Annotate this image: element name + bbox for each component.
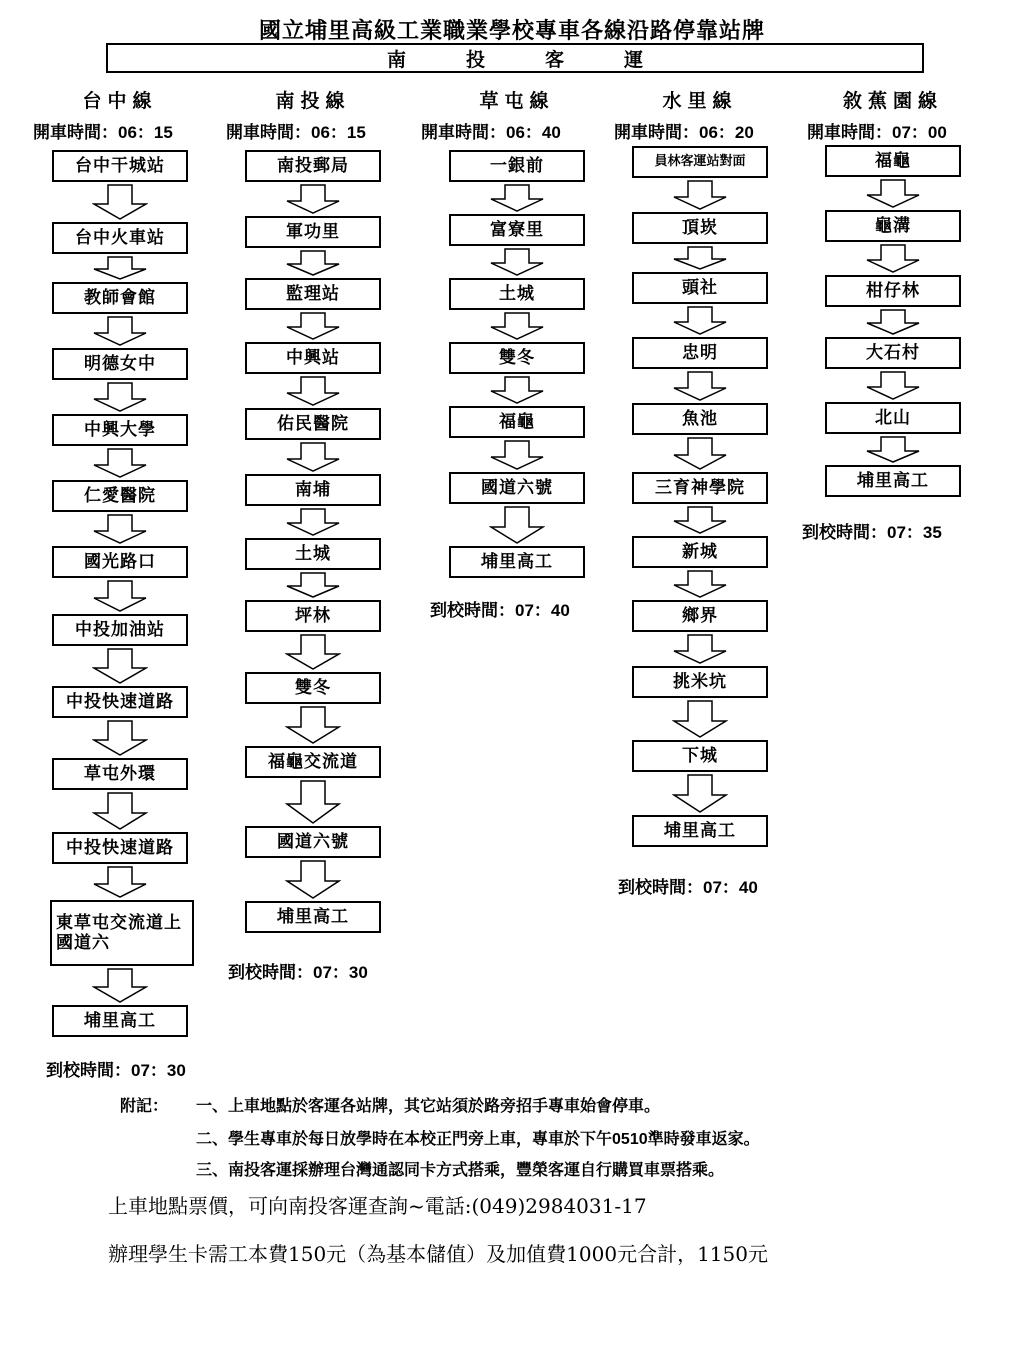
route-5-arrow-1 <box>865 179 921 208</box>
note-2-text: 二、學生專車於每日放學時在本校正門旁上車，專車於下午 <box>196 1129 613 1148</box>
route-4-stop-11: 埔里高工 <box>632 815 768 847</box>
route-3-arrow-3 <box>489 312 545 340</box>
route-3-stop-4: 雙冬 <box>449 342 585 374</box>
route-1-arrow-9 <box>92 720 148 756</box>
route-4-stop-5: 魚池 <box>632 403 768 435</box>
route-4-arrow-2 <box>672 246 728 270</box>
route-3-stop-5: 福龜 <box>449 406 585 438</box>
route-4-stop-3: 頭社 <box>632 272 768 304</box>
route-1-stop-5: 中興大學 <box>52 414 188 446</box>
route-4-depart <box>614 118 754 143</box>
route-3-name: 草屯線 <box>479 90 555 112</box>
route-3-arrow-2 <box>489 248 545 276</box>
route-2-arrive-label: 到校時間： <box>228 963 313 983</box>
route-4-arrow-7 <box>672 570 728 598</box>
route-5-arrow-2 <box>865 244 921 273</box>
route-5-stop-3: 柑仔林 <box>825 275 961 307</box>
route-2-stop-8: 坪林 <box>245 600 381 632</box>
route-1-stop-9: 中投快速道路 <box>52 686 188 718</box>
route-4-arrow-9 <box>672 700 728 738</box>
ticket-info: 上車地點票價，可向南投客運查詢~電話:(049)2984031-17 <box>108 1194 647 1218</box>
route-4-arrow-3 <box>672 306 728 335</box>
route-4-depart-label: 開車時間： <box>614 123 699 143</box>
route-4-stop-6: 三育神學院 <box>632 472 768 504</box>
route-2-stop-11: 國道六號 <box>245 826 381 858</box>
route-5-name: 敘蕉園線 <box>842 90 943 112</box>
route-1-arrow-7 <box>92 580 148 612</box>
route-2-stop-3: 監理站 <box>245 278 381 310</box>
route-1-stop-2: 台中火車站 <box>52 222 188 254</box>
route-5-depart <box>807 118 947 143</box>
route-2-stop-4: 中興站 <box>245 342 381 374</box>
route-2-arrow-8 <box>285 634 341 670</box>
route-3-depart-label: 開車時間： <box>421 123 506 143</box>
route-1-stop-12: 東草屯交流道上國道六 <box>50 900 194 966</box>
route-1-arrow-10 <box>92 792 148 830</box>
route-3-arrow-5 <box>489 440 545 470</box>
route-5-stop-2: 龜溝 <box>825 210 961 242</box>
notes-label: 附記： <box>120 1096 169 1115</box>
route-1-arrow-8 <box>92 648 148 684</box>
route-4-arrive <box>618 873 758 898</box>
route-3-stop-6: 國道六號 <box>449 472 585 504</box>
route-2-stop-9: 雙冬 <box>245 672 381 704</box>
route-4-arrive-time: 07：40 <box>703 878 758 897</box>
route-1-stop-10: 草屯外環 <box>52 758 188 790</box>
company-banner <box>106 43 924 73</box>
route-1-stop-11: 中投快速道路 <box>52 832 188 864</box>
route-1-stop-7: 國光路口 <box>52 546 188 578</box>
note-2-text-end: 準時發車返家。 <box>647 1129 760 1148</box>
route-5-arrow-3 <box>865 309 921 335</box>
route-1-stop-3: 教師會館 <box>52 282 188 314</box>
route-1-depart-label: 開車時間： <box>33 123 118 143</box>
note-1: 一、上車地點於客運各站牌，其它站須於路旁招手專車始會停車。 <box>196 1096 661 1115</box>
route-3-arrow-6 <box>489 506 545 544</box>
route-5-depart-label: 開車時間： <box>807 123 892 143</box>
note-2 <box>196 1126 760 1149</box>
route-1-arrive-time: 07：30 <box>131 1061 186 1080</box>
route-1-arrow-4 <box>92 382 148 412</box>
route-4-stop-7: 新城 <box>632 536 768 568</box>
route-4-arrow-10 <box>672 774 728 813</box>
route-4-arrive-label: 到校時間： <box>618 878 703 898</box>
route-2-arrow-7 <box>285 572 341 598</box>
route-4-stop-4: 忠明 <box>632 337 768 369</box>
route-4-stop-8: 鄉界 <box>632 600 768 632</box>
route-1-arrow-1 <box>92 184 148 220</box>
route-3-stop-2: 富寮里 <box>449 214 585 246</box>
route-4-stop-2: 頂崁 <box>632 212 768 244</box>
route-1-depart <box>33 118 173 143</box>
route-2-arrow-9 <box>285 706 341 744</box>
route-1-arrow-12 <box>92 968 148 1003</box>
route-4-arrow-6 <box>672 506 728 534</box>
route-2-arrive <box>228 958 368 983</box>
route-2-stop-1: 南投郵局 <box>245 150 381 182</box>
route-3-stop-1: 一銀前 <box>449 150 585 182</box>
route-1-stop-8: 中投加油站 <box>52 614 188 646</box>
route-2-stop-10: 福龜交流道 <box>245 746 381 778</box>
route-2-arrow-11 <box>285 860 341 899</box>
route-1-arrow-5 <box>92 448 148 478</box>
route-2-stop-5: 佑民醫院 <box>245 408 381 440</box>
route-2-stop-6: 南埔 <box>245 474 381 506</box>
route-2-stop-12: 埔里高工 <box>245 901 381 933</box>
route-4-arrow-5 <box>672 437 728 470</box>
route-2-depart <box>226 118 366 143</box>
route-5-stop-6: 埔里高工 <box>825 465 961 497</box>
route-2-arrow-1 <box>285 184 341 214</box>
route-1-arrive-label: 到校時間： <box>46 1061 131 1081</box>
route-3-arrive <box>430 596 570 621</box>
route-2-arrow-4 <box>285 376 341 406</box>
student-card-info: 辦理學生卡需工本費150元（為基本儲值）及加值費1000元合計，1150元 <box>108 1242 768 1266</box>
route-3-arrive-label: 到校時間： <box>430 601 515 621</box>
route-5-arrow-5 <box>865 436 921 463</box>
route-2-arrive-time: 07：30 <box>313 963 368 982</box>
route-4-arrow-1 <box>672 180 728 210</box>
route-5-arrive <box>802 518 942 543</box>
route-2-arrow-3 <box>285 312 341 340</box>
company-name: 南投客運 <box>386 48 703 71</box>
route-1-stop-6: 仁愛醫院 <box>52 480 188 512</box>
route-3-arrow-4 <box>489 376 545 404</box>
route-4-depart-time: 06：20 <box>699 123 754 142</box>
route-5-depart-time: 07：00 <box>892 123 947 142</box>
route-1-arrive <box>46 1056 186 1081</box>
page-title: 國立埔里高級工業職業學校專車各線沿路停靠站牌 <box>258 18 765 44</box>
route-2-name: 南投線 <box>275 90 351 112</box>
route-1-arrow-3 <box>92 316 148 346</box>
route-1-arrow-6 <box>92 514 148 544</box>
route-4-arrow-4 <box>672 371 728 401</box>
route-3-depart-time: 06：40 <box>506 123 561 142</box>
route-5-stop-4: 大石村 <box>825 337 961 369</box>
route-5-arrive-time: 07：35 <box>887 523 942 542</box>
route-2-arrow-5 <box>285 442 341 472</box>
route-1-stop-13: 埔里高工 <box>52 1005 188 1037</box>
route-3-arrive-time: 07：40 <box>515 601 570 620</box>
route-2-arrow-10 <box>285 780 341 824</box>
route-5-arrow-4 <box>865 371 921 400</box>
route-2-stop-7: 土城 <box>245 538 381 570</box>
route-4-stop-1: 員林客運站對面 <box>632 146 768 178</box>
route-1-arrow-2 <box>92 256 148 280</box>
route-2-arrow-2 <box>285 250 341 276</box>
route-4-name: 水里線 <box>662 90 738 112</box>
route-3-stop-3: 土城 <box>449 278 585 310</box>
route-2-depart-time: 06：15 <box>311 123 366 142</box>
route-3-arrow-1 <box>489 184 545 212</box>
route-1-stop-1: 台中干城站 <box>52 150 188 182</box>
route-5-stop-1: 福龜 <box>825 145 961 177</box>
route-1-depart-time: 06：15 <box>118 123 173 142</box>
route-1-name: 台中線 <box>82 90 158 112</box>
route-2-depart-label: 開車時間： <box>226 123 311 143</box>
note-2-return-time: 0510 <box>612 1131 648 1148</box>
route-5-stop-5: 北山 <box>825 402 961 434</box>
route-4-stop-9: 挑米坑 <box>632 666 768 698</box>
route-1-stop-4: 明德女中 <box>52 348 188 380</box>
route-1-arrow-11 <box>92 866 148 898</box>
route-5-arrive-label: 到校時間： <box>802 523 887 543</box>
route-3-depart <box>421 118 561 143</box>
route-4-arrow-8 <box>672 634 728 664</box>
route-4-stop-10: 下城 <box>632 740 768 772</box>
note-3: 三、南投客運採辦理台灣通認同卡方式搭乘，豐榮客運自行購買車票搭乘。 <box>196 1160 725 1179</box>
route-2-stop-2: 軍功里 <box>245 216 381 248</box>
route-3-stop-7: 埔里高工 <box>449 546 585 578</box>
route-2-arrow-6 <box>285 508 341 536</box>
